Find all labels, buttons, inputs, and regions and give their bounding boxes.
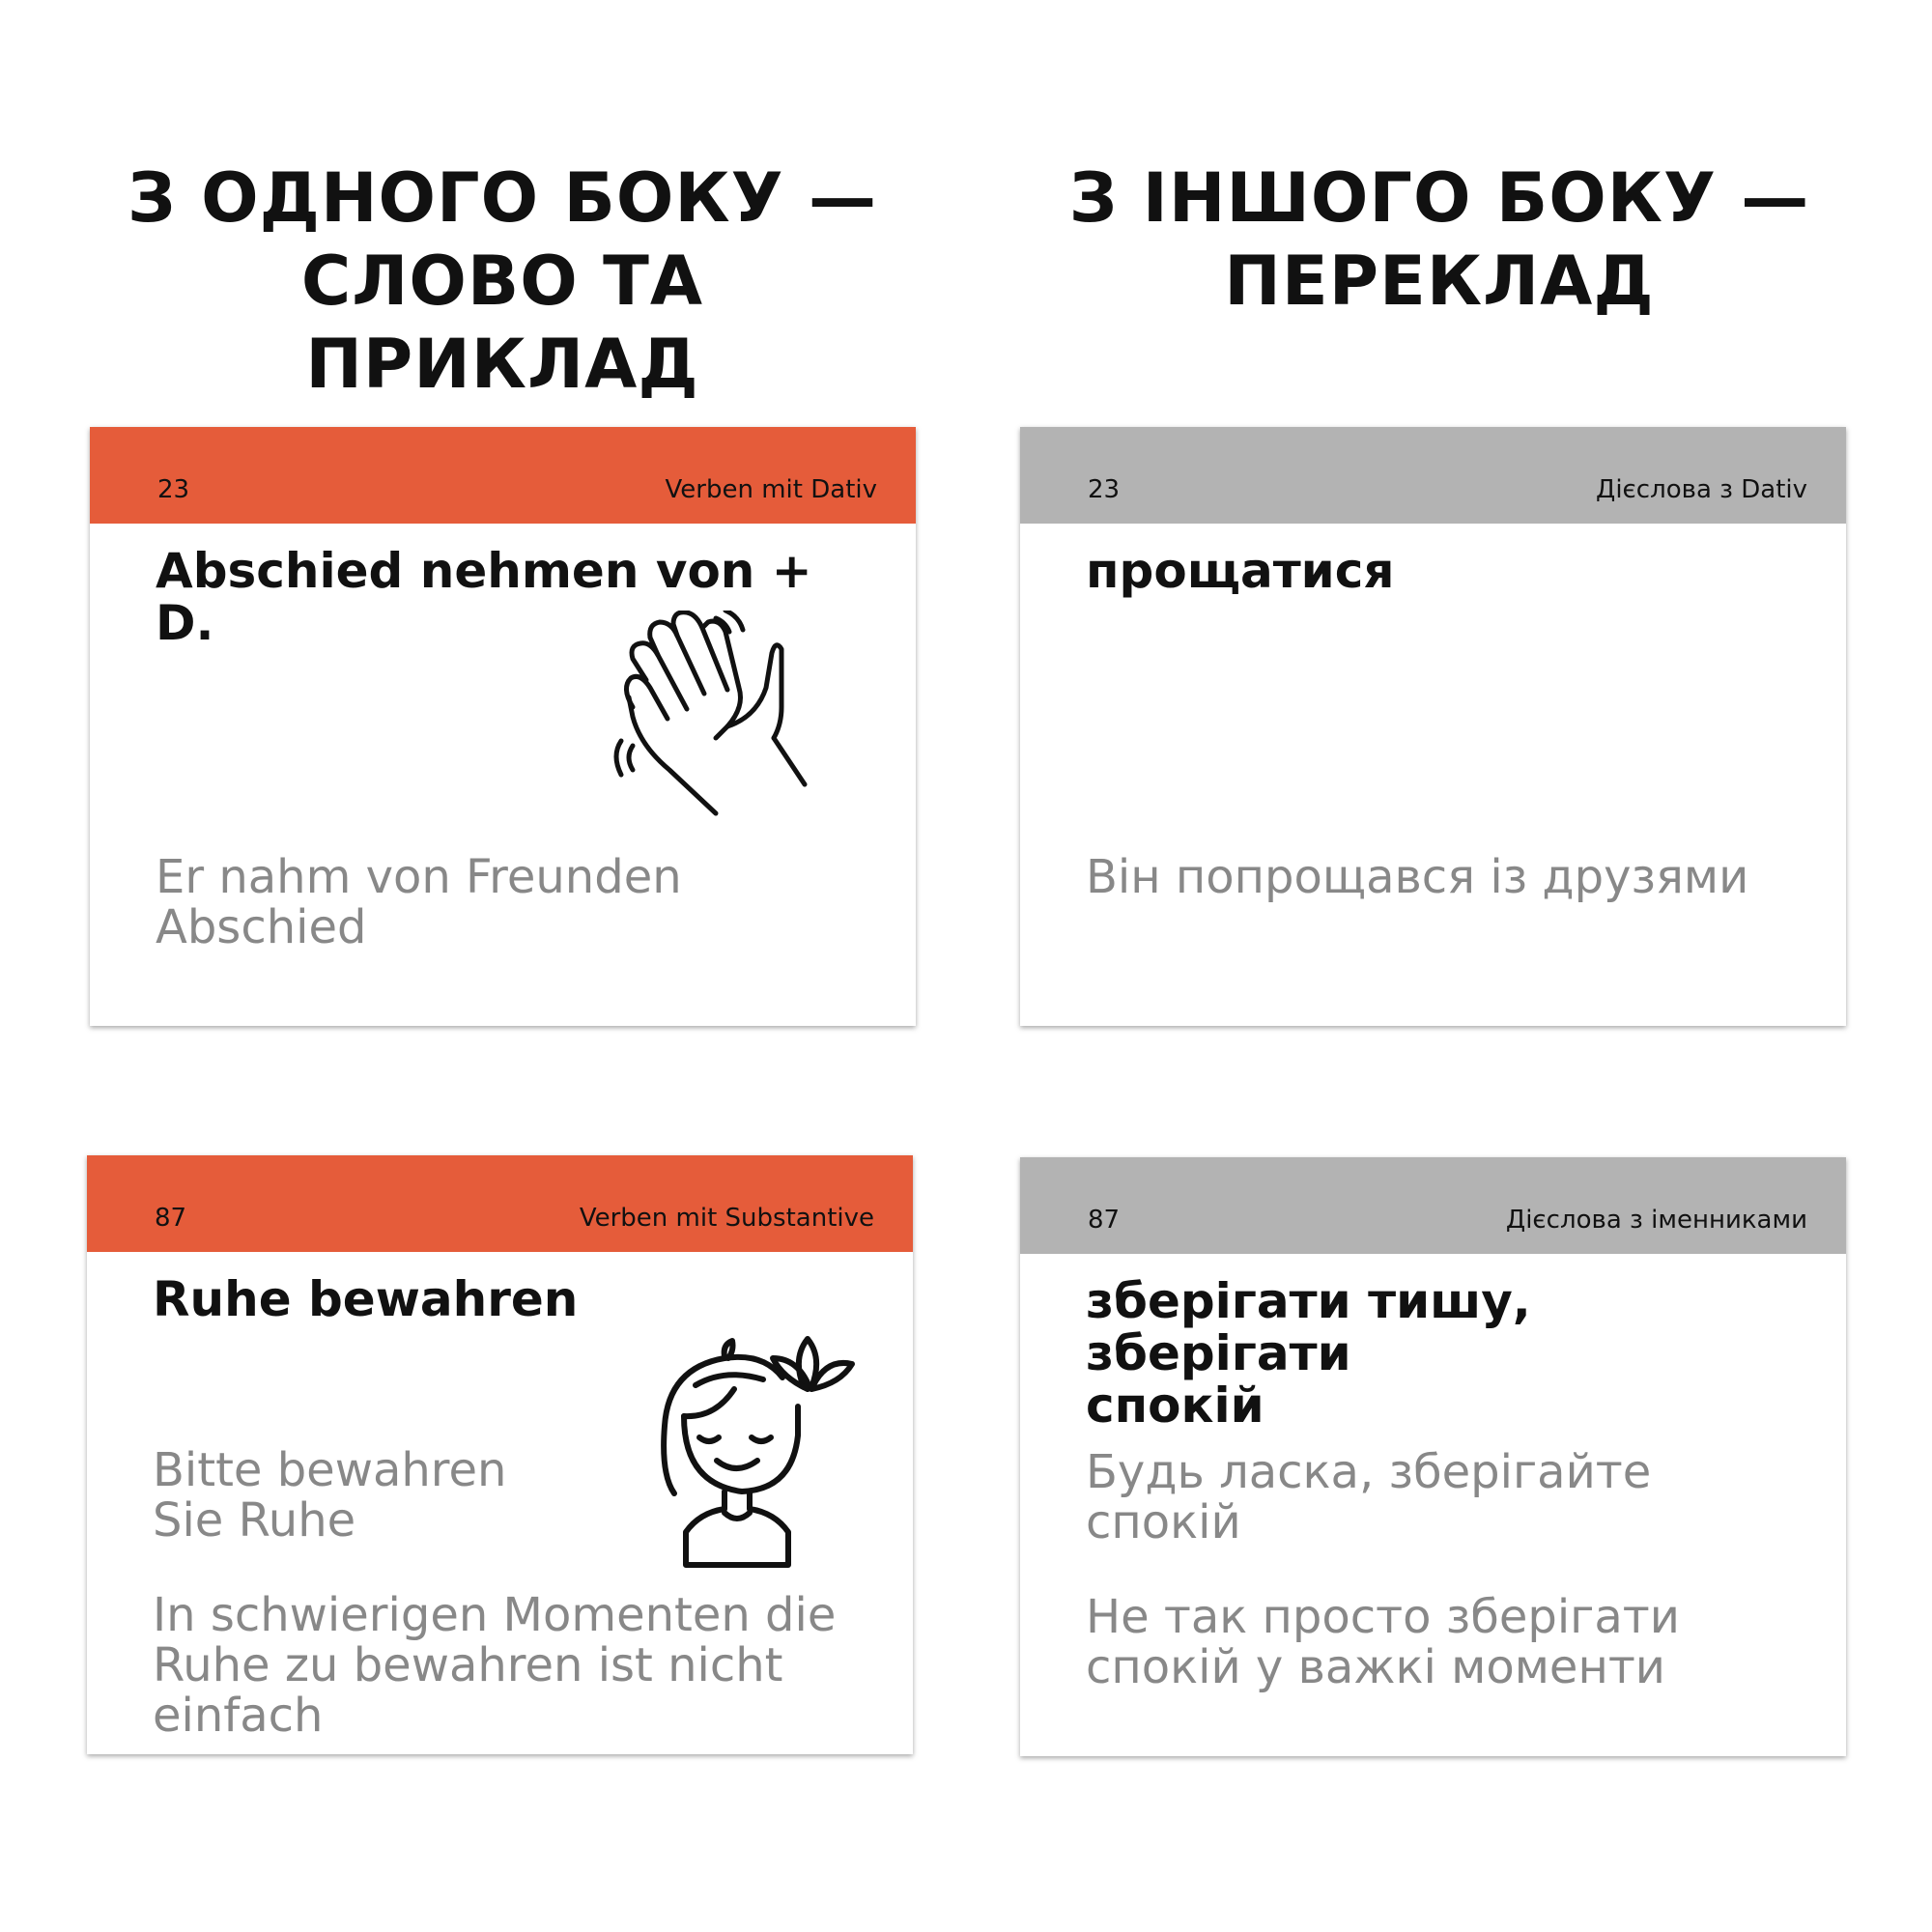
card-category: Verben mit Substantive xyxy=(579,1204,874,1233)
example-line: einfach xyxy=(153,1689,324,1743)
right-heading-line2: ПЕРЕКЛАД xyxy=(1224,242,1655,321)
example-line: спокій у важкі моменти xyxy=(1086,1640,1665,1694)
left-heading-line1: З ОДНОГО БОКУ — xyxy=(128,158,877,238)
example-translation-2 xyxy=(1086,1592,1788,1692)
example-line: Sie Ruhe xyxy=(153,1493,356,1548)
example-line: Er nahm von Freunden xyxy=(156,850,682,904)
example-line: Не так просто зберігати xyxy=(1086,1590,1680,1644)
flashcard-87-front xyxy=(87,1155,913,1754)
card-word: Abschied nehmen von + D. xyxy=(156,543,812,651)
flashcard-23-front xyxy=(90,427,916,1026)
example-line: Bitte bewahren xyxy=(153,1443,507,1497)
card-category: Дієслова з іменниками xyxy=(1505,1206,1807,1235)
right-column-heading xyxy=(1043,156,1835,323)
left-column-heading xyxy=(106,156,898,406)
example-translation: Він попрощався із друзями xyxy=(1086,850,1749,904)
card-header xyxy=(87,1155,913,1252)
example-sentence xyxy=(156,852,858,952)
card-category: Verben mit Dativ xyxy=(665,475,877,504)
example-translation: Будь ласка, зберігайте спокій xyxy=(1086,1445,1652,1549)
card-category: Дієслова з Dativ xyxy=(1596,475,1807,504)
card-translation-line: зберігати тишу, зберігати xyxy=(1086,1273,1531,1381)
flashcard-87-back xyxy=(1020,1157,1846,1756)
card-header xyxy=(90,427,916,524)
card-word: Ruhe bewahren xyxy=(153,1271,579,1327)
card-header xyxy=(1020,1157,1846,1254)
example-line: Ruhe zu bewahren ist nicht xyxy=(153,1638,783,1692)
card-number: 23 xyxy=(1088,475,1121,504)
example-line: In schwierigen Momenten die xyxy=(153,1588,837,1642)
card-translation xyxy=(1086,1275,1788,1432)
card-translation-line: спокій xyxy=(1086,1378,1264,1434)
card-number: 87 xyxy=(1088,1206,1121,1235)
card-number: 23 xyxy=(157,475,190,504)
right-heading-line1: З ІНШОГО БОКУ — xyxy=(1068,158,1810,238)
left-heading-line2: СЛОВО ТА ПРИКЛАД xyxy=(300,242,704,404)
card-number: 87 xyxy=(155,1204,187,1233)
example-sentence-2 xyxy=(153,1590,855,1741)
example-line: Abschied xyxy=(156,900,367,954)
card-translation: прощатися xyxy=(1086,543,1395,599)
card-header xyxy=(1020,427,1846,524)
example-sentence xyxy=(153,1445,855,1546)
waving-hand-icon xyxy=(611,611,834,823)
flashcard-23-back xyxy=(1020,427,1846,1026)
